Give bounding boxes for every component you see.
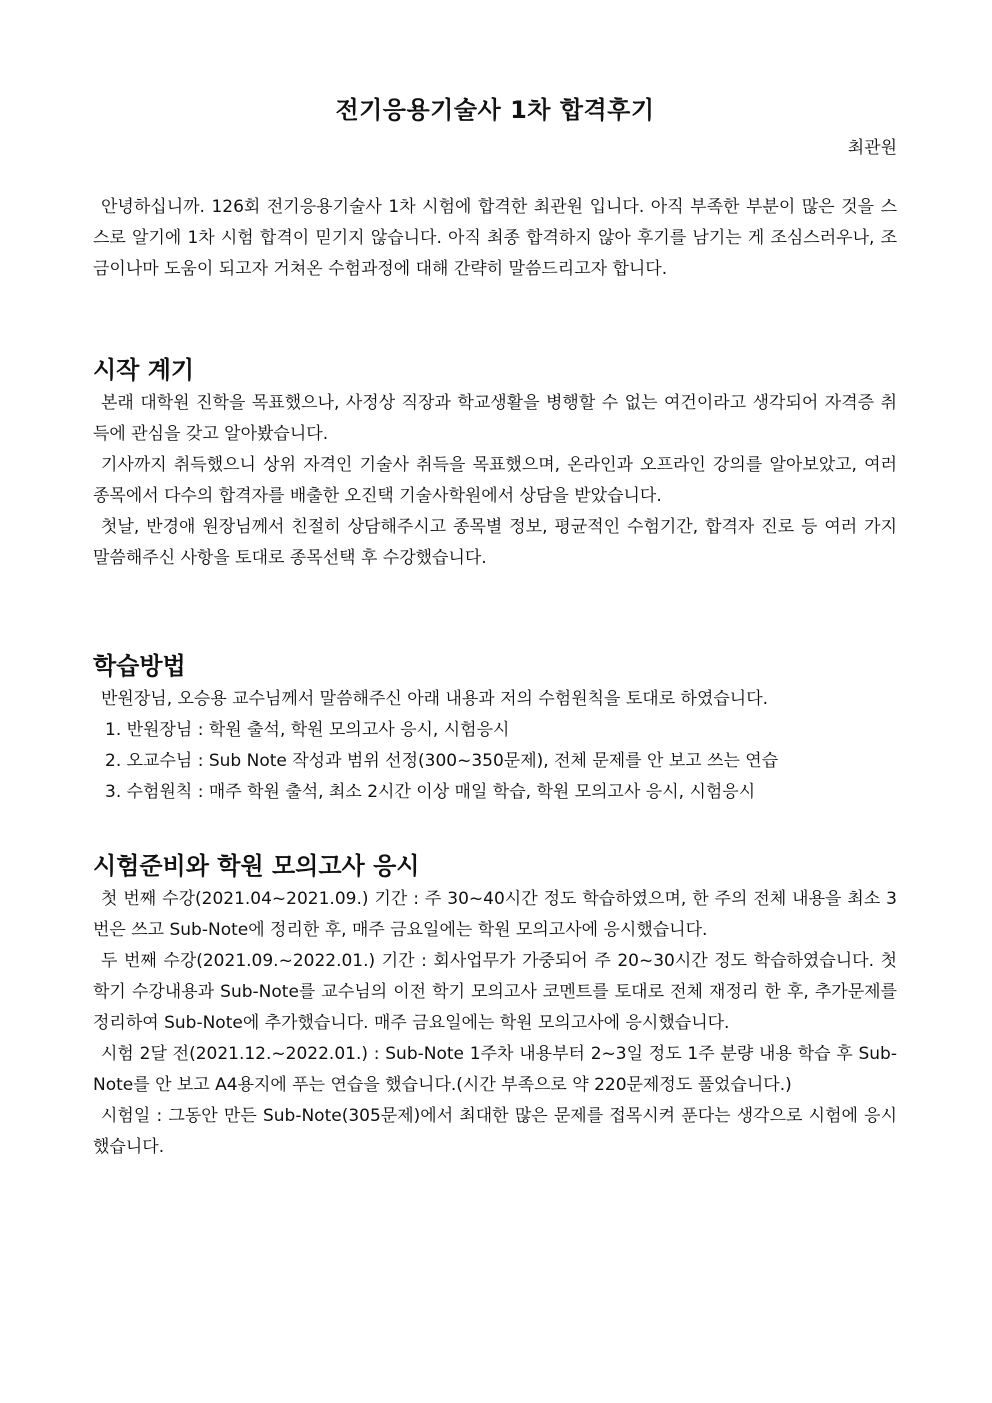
paragraph: 첫 번째 수강(2021.04~2021.09.) 기간 : 주 30~40시간 정도 학습하였으며, 한 주의 전체 내용을 최소 3번은 쓰고 Sub-Note에 정리한 후, 매주 금요일에는 학원 모의고사에 응시했습니다. [93, 889, 897, 940]
paragraph: 두 번째 수강(2021.09.~2022.01.) 기간 : 회사업무가 가중되어 주 20~30시간 정도 학습하였습니다. 첫 학기 수강내용과 Sub-Note를 교수님의 이전 학기 모의고사 코멘트를 토대로 전체 재정리 한 후, 추가문제를 정리하여 Sub-Note에 추가했습니다. 매주 금요일에는 학원 모의고사에 응시했습니다. [93, 951, 897, 1033]
intro-paragraph: 안녕하십니까. 126회 전기응용기술사 1차 시험에 합격한 최관원 입니다. 아직 부족한 부분이 많은 것을 스스로 알기에 1차 시험 합격이 믿기지 않습니다. 아직 최종 합격하지 않아 후기를 남기는 게 조심스러우나, 조금이나마 도움이 되고자 거쳐온 수험과정에 대해 간략히 말씀드리고자 합니다. [93, 197, 897, 279]
section-motivation [93, 352, 897, 574]
paragraph: 반원장님, 오승용 교수님께서 말씀해주신 아래 내용과 저의 수험원칙을 토대로 하였습니다. [101, 689, 769, 709]
paragraph: 시험 2달 전(2021.12.~2022.01.) : Sub-Note 1주차 내용부터 2~3일 정도 1주 분량 내용 학습 후 Sub-Note를 안 보고 A4용지에 푸는 연습을 했습니다.(시간 부족으로 약 220문제정도 풀었습니다.) [93, 1044, 897, 1095]
paragraph: 첫날, 반경애 원장님께서 친절히 상담해주시고 종목별 정보, 평균적인 수험기간, 합격자 진로 등 여러 가지 말씀해주신 사항을 토대로 종목선택 후 수강했습니다. [93, 517, 897, 568]
list-item: 1. 반원장님 : 학원 출석, 학원 모의고사 응시, 시험응시 [105, 720, 510, 740]
section-heading: 시험준비와 학원 모의고사 응시 [93, 852, 420, 880]
paragraph: 기사까지 취득했으니 상위 자격인 기술사 취득을 목표했으며, 온라인과 오프라인 강의를 알아보았고, 여러 종목에서 다수의 합격자를 배출한 오진택 기술사학원에서 상담을 받았습니다. [93, 455, 897, 506]
author-name: 최관원 [847, 138, 897, 158]
section-heading: 학습방법 [93, 652, 186, 680]
section-method [93, 648, 897, 808]
section-preparation [93, 848, 897, 1163]
paragraph: 시험일 : 그동안 만든 Sub-Note(305문제)에서 최대한 많은 문제를 접목시켜 푼다는 생각으로 시험에 응시했습니다. [93, 1106, 897, 1157]
intro-block [93, 192, 897, 285]
paragraph: 본래 대학원 진학을 목표했으나, 사정상 직장과 학교생활을 병행할 수 없는 여건이라고 생각되어 자격증 취득에 관심을 갖고 알아봤습니다. [93, 393, 897, 444]
document-title: 전기응용기술사 1차 합격후기 [335, 96, 655, 124]
list-item: 2. 오교수님 : Sub Note 작성과 범위 선정(300~350문제), 전체 문제를 안 보고 쓰는 연습 [105, 751, 779, 771]
section-heading: 시작 계기 [93, 356, 195, 384]
list-item: 3. 수험원칙 : 매주 학원 출석, 최소 2시간 이상 매일 학습, 학원 모의고사 응시, 시험응시 [105, 782, 756, 802]
